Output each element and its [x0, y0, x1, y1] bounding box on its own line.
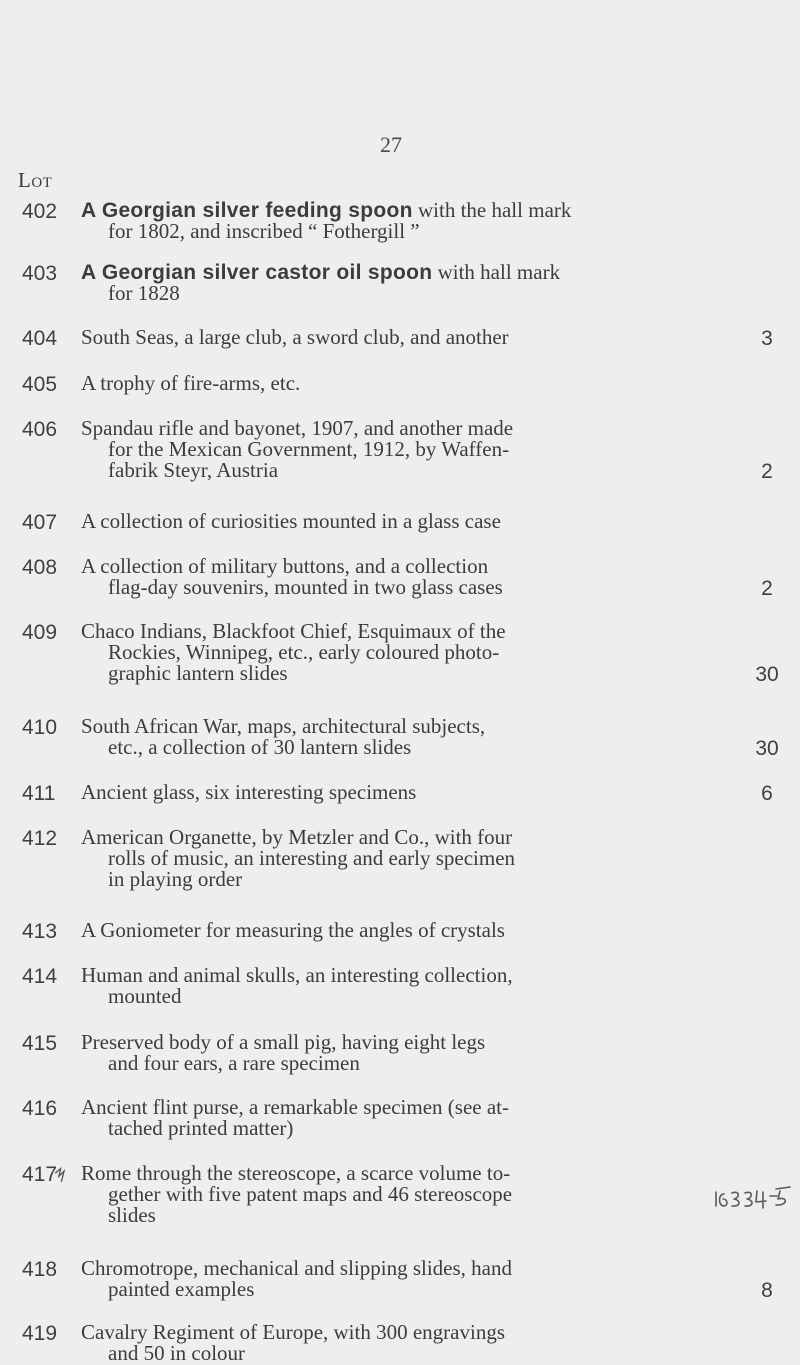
lot-text: with the hall mark: [412, 198, 572, 222]
lot-description: [81, 1258, 706, 1300]
lot-text: Spandau rifle and bayonet, 1907, and another made: [81, 416, 514, 440]
page-number: 27: [380, 132, 402, 157]
lot-quantity: 30: [755, 737, 779, 760]
lot-number: 407: [22, 511, 58, 534]
lot-text-line2: for the Mexican Government, 1912, by Waffen-: [108, 437, 510, 461]
lot-quantity: 3: [761, 327, 773, 350]
lot-number: 408: [22, 556, 58, 579]
lot-description: [81, 418, 706, 481]
lot-quantity: 6: [761, 782, 773, 805]
lot-quantity: 30: [755, 663, 779, 686]
lot-text-line3: slides: [108, 1203, 156, 1227]
lot-title: A Georgian silver castor oil spoon: [81, 261, 433, 284]
lot-text: Chaco Indians, Blackfoot Chief, Esquimaux of the: [81, 619, 506, 643]
lot-text-line2: tached printed matter): [108, 1116, 294, 1140]
lot-column-header: Lot: [18, 168, 53, 192]
lot-description: [81, 716, 706, 758]
lot-text-line2: painted examples: [108, 1277, 255, 1301]
lot-description: [81, 1322, 706, 1364]
lot-text-line2: and 50 in colour: [108, 1341, 246, 1365]
lot-text: American Organette, by Metzler and Co., with four: [81, 825, 513, 849]
lot-text: Preserved body of a small pig, having eight legs: [81, 1030, 486, 1054]
lot-text: Ancient flint purse, a remarkable specimen (see at-: [81, 1095, 509, 1119]
lot-text-line2: flag-day souvenirs, mounted in two glass cases: [108, 575, 503, 599]
lot-text-line2: mounted: [108, 984, 182, 1008]
lot-title: A Georgian silver feeding spoon: [81, 199, 413, 222]
lot-text-line2: Rockies, Winnipeg, etc., early coloured photo-: [108, 640, 500, 664]
lot-description: A collection of curiosities mounted in a glass case: [81, 509, 501, 533]
lot-number: 413: [22, 920, 58, 943]
lot-number: 406: [22, 418, 58, 441]
lot-description: [81, 262, 706, 304]
lot-text-line3: in playing order: [108, 867, 243, 891]
lot-description: [81, 965, 706, 1007]
lot-quantity: 2: [761, 460, 773, 483]
lot-quantity: 2: [761, 577, 773, 600]
lot-quantity: 8: [761, 1279, 773, 1302]
lot-text: Rome through the stereoscope, a scarce volume to-: [81, 1161, 511, 1185]
lot-number: 418: [22, 1258, 58, 1281]
lot-text: Chromotrope, mechanical and slipping slides, hand: [81, 1256, 512, 1280]
lot-text-line2: etc., a collection of 30 lantern slides: [108, 735, 412, 759]
lot-text-line2: gether with five patent maps and 46 stereoscope: [108, 1182, 513, 1206]
lot-text-line3: graphic lantern slides: [108, 661, 288, 685]
lot-number: 404: [22, 327, 58, 350]
lot-text-line2: and four ears, a rare specimen: [108, 1051, 360, 1075]
lot-description: [81, 1032, 706, 1074]
lot-text: with hall mark: [432, 260, 561, 284]
lot-number: 409: [22, 621, 58, 644]
lot-description: [81, 200, 706, 242]
pencil-mark-icon: [50, 1161, 78, 1183]
lot-text: Human and animal skulls, an interesting collection,: [81, 963, 513, 987]
lot-number: 416: [22, 1097, 58, 1120]
lot-text: South African War, maps, architectural subjects,: [81, 714, 486, 738]
lot-text: A collection of military buttons, and a collection: [81, 554, 489, 578]
lot-description: South Seas, a large club, a sword club, and another: [81, 325, 509, 349]
lot-text-line2: for 1802, and inscribed “ Fothergill ”: [108, 219, 420, 243]
lot-number: 411: [22, 782, 56, 805]
lot-number: 403: [22, 262, 58, 285]
lot-text-line2: rolls of music, an interesting and early specimen: [108, 846, 516, 870]
lot-text-line2: for 1828: [108, 281, 180, 305]
lot-number: 410: [22, 716, 58, 739]
lot-number: 415: [22, 1032, 58, 1055]
lot-text-line3: fabrik Steyr, Austria: [108, 458, 279, 482]
lot-description: A trophy of fire-arms, etc.: [81, 371, 301, 395]
lot-description: [81, 556, 706, 598]
lot-description: [81, 827, 706, 890]
lot-description: [81, 621, 706, 684]
lot-number: 402: [22, 200, 58, 223]
lot-description: [81, 1097, 706, 1139]
lot-number: 412: [22, 827, 58, 850]
lot-description: Ancient glass, six interesting specimens: [81, 780, 417, 804]
handwritten-annotation: [712, 1172, 798, 1210]
lot-description: A Goniometer for measuring the angles of crystals: [81, 918, 505, 942]
lot-text: Cavalry Regiment of Europe, with 300 engravings: [81, 1320, 505, 1344]
lot-number: 419: [22, 1322, 58, 1345]
lot-number: 414: [22, 965, 58, 988]
lot-description: [81, 1163, 706, 1226]
lot-number: 417: [22, 1163, 58, 1186]
lot-number: 405: [22, 373, 58, 396]
